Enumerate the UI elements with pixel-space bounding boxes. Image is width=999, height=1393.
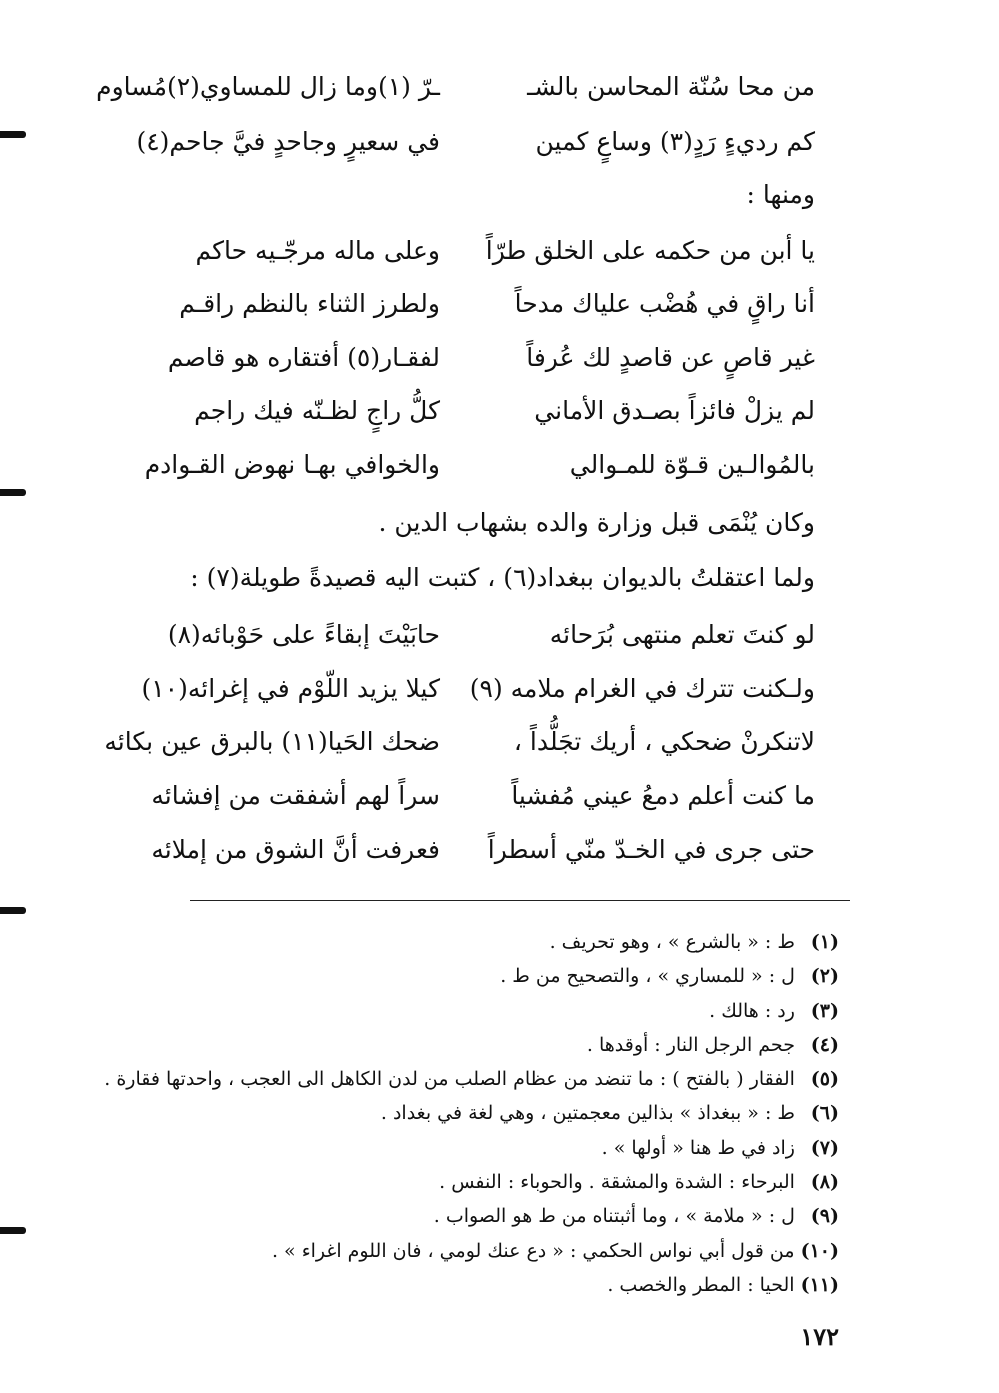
footnote-number: (١١) bbox=[800, 1273, 839, 1296]
verse-second-hemistich: كلُّ راجٍ لظـنّه فيك راجم bbox=[194, 396, 440, 425]
verse-first-hemistich: لاتنكرنْ ضحكي ، أريك تجَلُّداً ، bbox=[513, 727, 815, 756]
verse-first-hemistich: غير قاصٍ عن قاصدٍ لك عُرفاً bbox=[526, 343, 815, 372]
section-intro: ومنها : bbox=[746, 180, 815, 209]
verse-first-hemistich: حتى جرى في الخـدّ منّي أسطراً bbox=[487, 835, 815, 864]
verse-second-hemistich: وعلى ماله مرجّـيه حاكم bbox=[195, 236, 440, 265]
verse-5 bbox=[0, 343, 999, 393]
footnote-number: (١٠) bbox=[800, 1239, 839, 1262]
verse-second-hemistich: كيلا يزيد اللّوْم في إغرائه(١٠) bbox=[141, 674, 440, 703]
verse-1 bbox=[0, 72, 999, 122]
verse-9 bbox=[0, 674, 999, 724]
verse-first-hemistich: كم رديءٍ رَدٍ(٣) وساعٍ كمين bbox=[535, 127, 815, 156]
binding-mark bbox=[0, 907, 26, 914]
footnotes bbox=[104, 925, 839, 1302]
verse-second-hemistich: والخوافي بهـا نهوض القـوادم bbox=[144, 450, 440, 479]
binding-mark bbox=[0, 1227, 26, 1234]
verse-2 bbox=[0, 127, 999, 177]
footnote bbox=[119, 1131, 839, 1165]
footnote bbox=[119, 994, 839, 1028]
footnote-number: (١) bbox=[810, 931, 839, 953]
footnote-number: (٣) bbox=[810, 999, 839, 1022]
footnote bbox=[119, 925, 839, 959]
footnote-text: البرحاء : الشدة والمشقة . والحوباء : النفس . bbox=[439, 1171, 795, 1194]
footnote bbox=[119, 1165, 839, 1199]
page-number: ١٧٢ bbox=[800, 1322, 839, 1351]
verse-second-hemistich: فعرفت أنَّ الشوق من إملائه bbox=[151, 835, 440, 864]
prose-line-2: ولما اعتقلتُ بالديوان ببغداد(٦) ، كتبت اليه قصيدةً طويلة(٧) : bbox=[190, 563, 815, 592]
verse-8 bbox=[0, 620, 999, 670]
verse-12 bbox=[0, 835, 999, 885]
footnote-text: ط : « بالشرع » ، وهو تحريف . bbox=[549, 931, 795, 953]
footnote bbox=[119, 959, 839, 993]
footnote-text: ل : « للمساري » ، والتصحيح من ط . bbox=[500, 965, 795, 988]
verse-second-hemistich: حابَيْتَ إبقاءً على حَوْبائه(٨) bbox=[167, 620, 440, 649]
footnote-separator bbox=[190, 900, 850, 901]
footnote-number: (٤) bbox=[810, 1033, 839, 1056]
binding-mark bbox=[0, 489, 26, 496]
footnote-number: (٦) bbox=[810, 1102, 839, 1125]
footnote bbox=[119, 1268, 839, 1302]
verse-second-hemistich: ـرّ (١)وما زال للمساوي(٢)مُساوم bbox=[96, 72, 440, 101]
footnote-number: (٥) bbox=[810, 1068, 839, 1091]
verse-first-hemistich: من محا سُنّة المحاسن بالشـ bbox=[527, 72, 815, 101]
footnote-number: (٩) bbox=[810, 1205, 839, 1228]
verse-first-hemistich: لم يزلْ فائزاً بصـدق الأماني bbox=[534, 396, 815, 425]
footnote-number: (٨) bbox=[810, 1171, 839, 1194]
verse-second-hemistich: سراً لهم أشفقت من إفشائه bbox=[151, 781, 440, 810]
footnote bbox=[119, 1096, 839, 1130]
footnote-number: (٢) bbox=[810, 965, 839, 988]
footnote-text: الفقار ( بالفتح ) : ما تنضد من عظام الصلب من لدن الكاهل الى العجب ، واحدتها فقارة . bbox=[104, 1068, 795, 1091]
footnote bbox=[119, 1028, 839, 1062]
verse-7 bbox=[0, 450, 999, 500]
footnote bbox=[119, 1234, 839, 1268]
footnote bbox=[104, 1062, 839, 1096]
verse-first-hemistich: أنا راقٍ في هُضْب علياك مدحاً bbox=[514, 289, 815, 318]
footnote-text: جحم الرجل النار : أوقدها . bbox=[586, 1033, 795, 1056]
prose-line-1: وكان يُنْمَى قبل وزارة والده بشهاب الدين . bbox=[378, 508, 815, 537]
verse-11 bbox=[0, 781, 999, 831]
footnote-text: رد : هالك . bbox=[709, 999, 795, 1022]
verse-second-hemistich: ولطرز الثناء بالنظم راقـم bbox=[179, 289, 440, 318]
verse-second-hemistich: ضحك الحَيا(١١) بالبرق عين بكائه bbox=[104, 727, 440, 756]
footnote-number: (٧) bbox=[810, 1136, 839, 1159]
verse-first-hemistich: لو كنتَ تعلم منتهى بُرَحائه bbox=[549, 620, 815, 649]
footnote-text: زاد في ط هنا « أولها » . bbox=[601, 1136, 795, 1159]
footnote bbox=[119, 1199, 839, 1233]
verse-first-hemistich: يا أبن من حكمه على الخلق طرّاً bbox=[485, 236, 815, 265]
verse-4 bbox=[0, 289, 999, 339]
footnote-text: ل : « ملامة » ، وما أثبتناه من ط هو الصواب . bbox=[433, 1205, 795, 1228]
verse-6 bbox=[0, 396, 999, 446]
verse-first-hemistich: ولـكنت تترك في الغرام ملامه (٩) bbox=[469, 674, 815, 703]
verse-second-hemistich: لفقـار(٥) أفتقاره هو قاصم bbox=[167, 343, 440, 372]
verse-10 bbox=[0, 727, 999, 777]
binding-mark bbox=[0, 131, 26, 138]
footnote-text: من قول أبي نواس الحكمي : « دع عنك لومي ، فان اللوم اغراء » . bbox=[271, 1239, 795, 1262]
footnote-text: الحيا : المطر والخصب . bbox=[607, 1273, 795, 1296]
verse-second-hemistich: في سعيرٍ وجاحدٍ فيَّ جاحم(٤) bbox=[136, 127, 440, 156]
verse-3 bbox=[0, 236, 999, 286]
verse-first-hemistich: ما كنت أعلم دمعُ عيني مُفشياً bbox=[511, 781, 815, 810]
verse-first-hemistich: بالمُوالـين قـوّة للمـوالي bbox=[569, 450, 815, 479]
footnote-text: ط : « ببغداذ » بذالين معجمتين ، وهي لغة في بغداد . bbox=[380, 1102, 795, 1125]
